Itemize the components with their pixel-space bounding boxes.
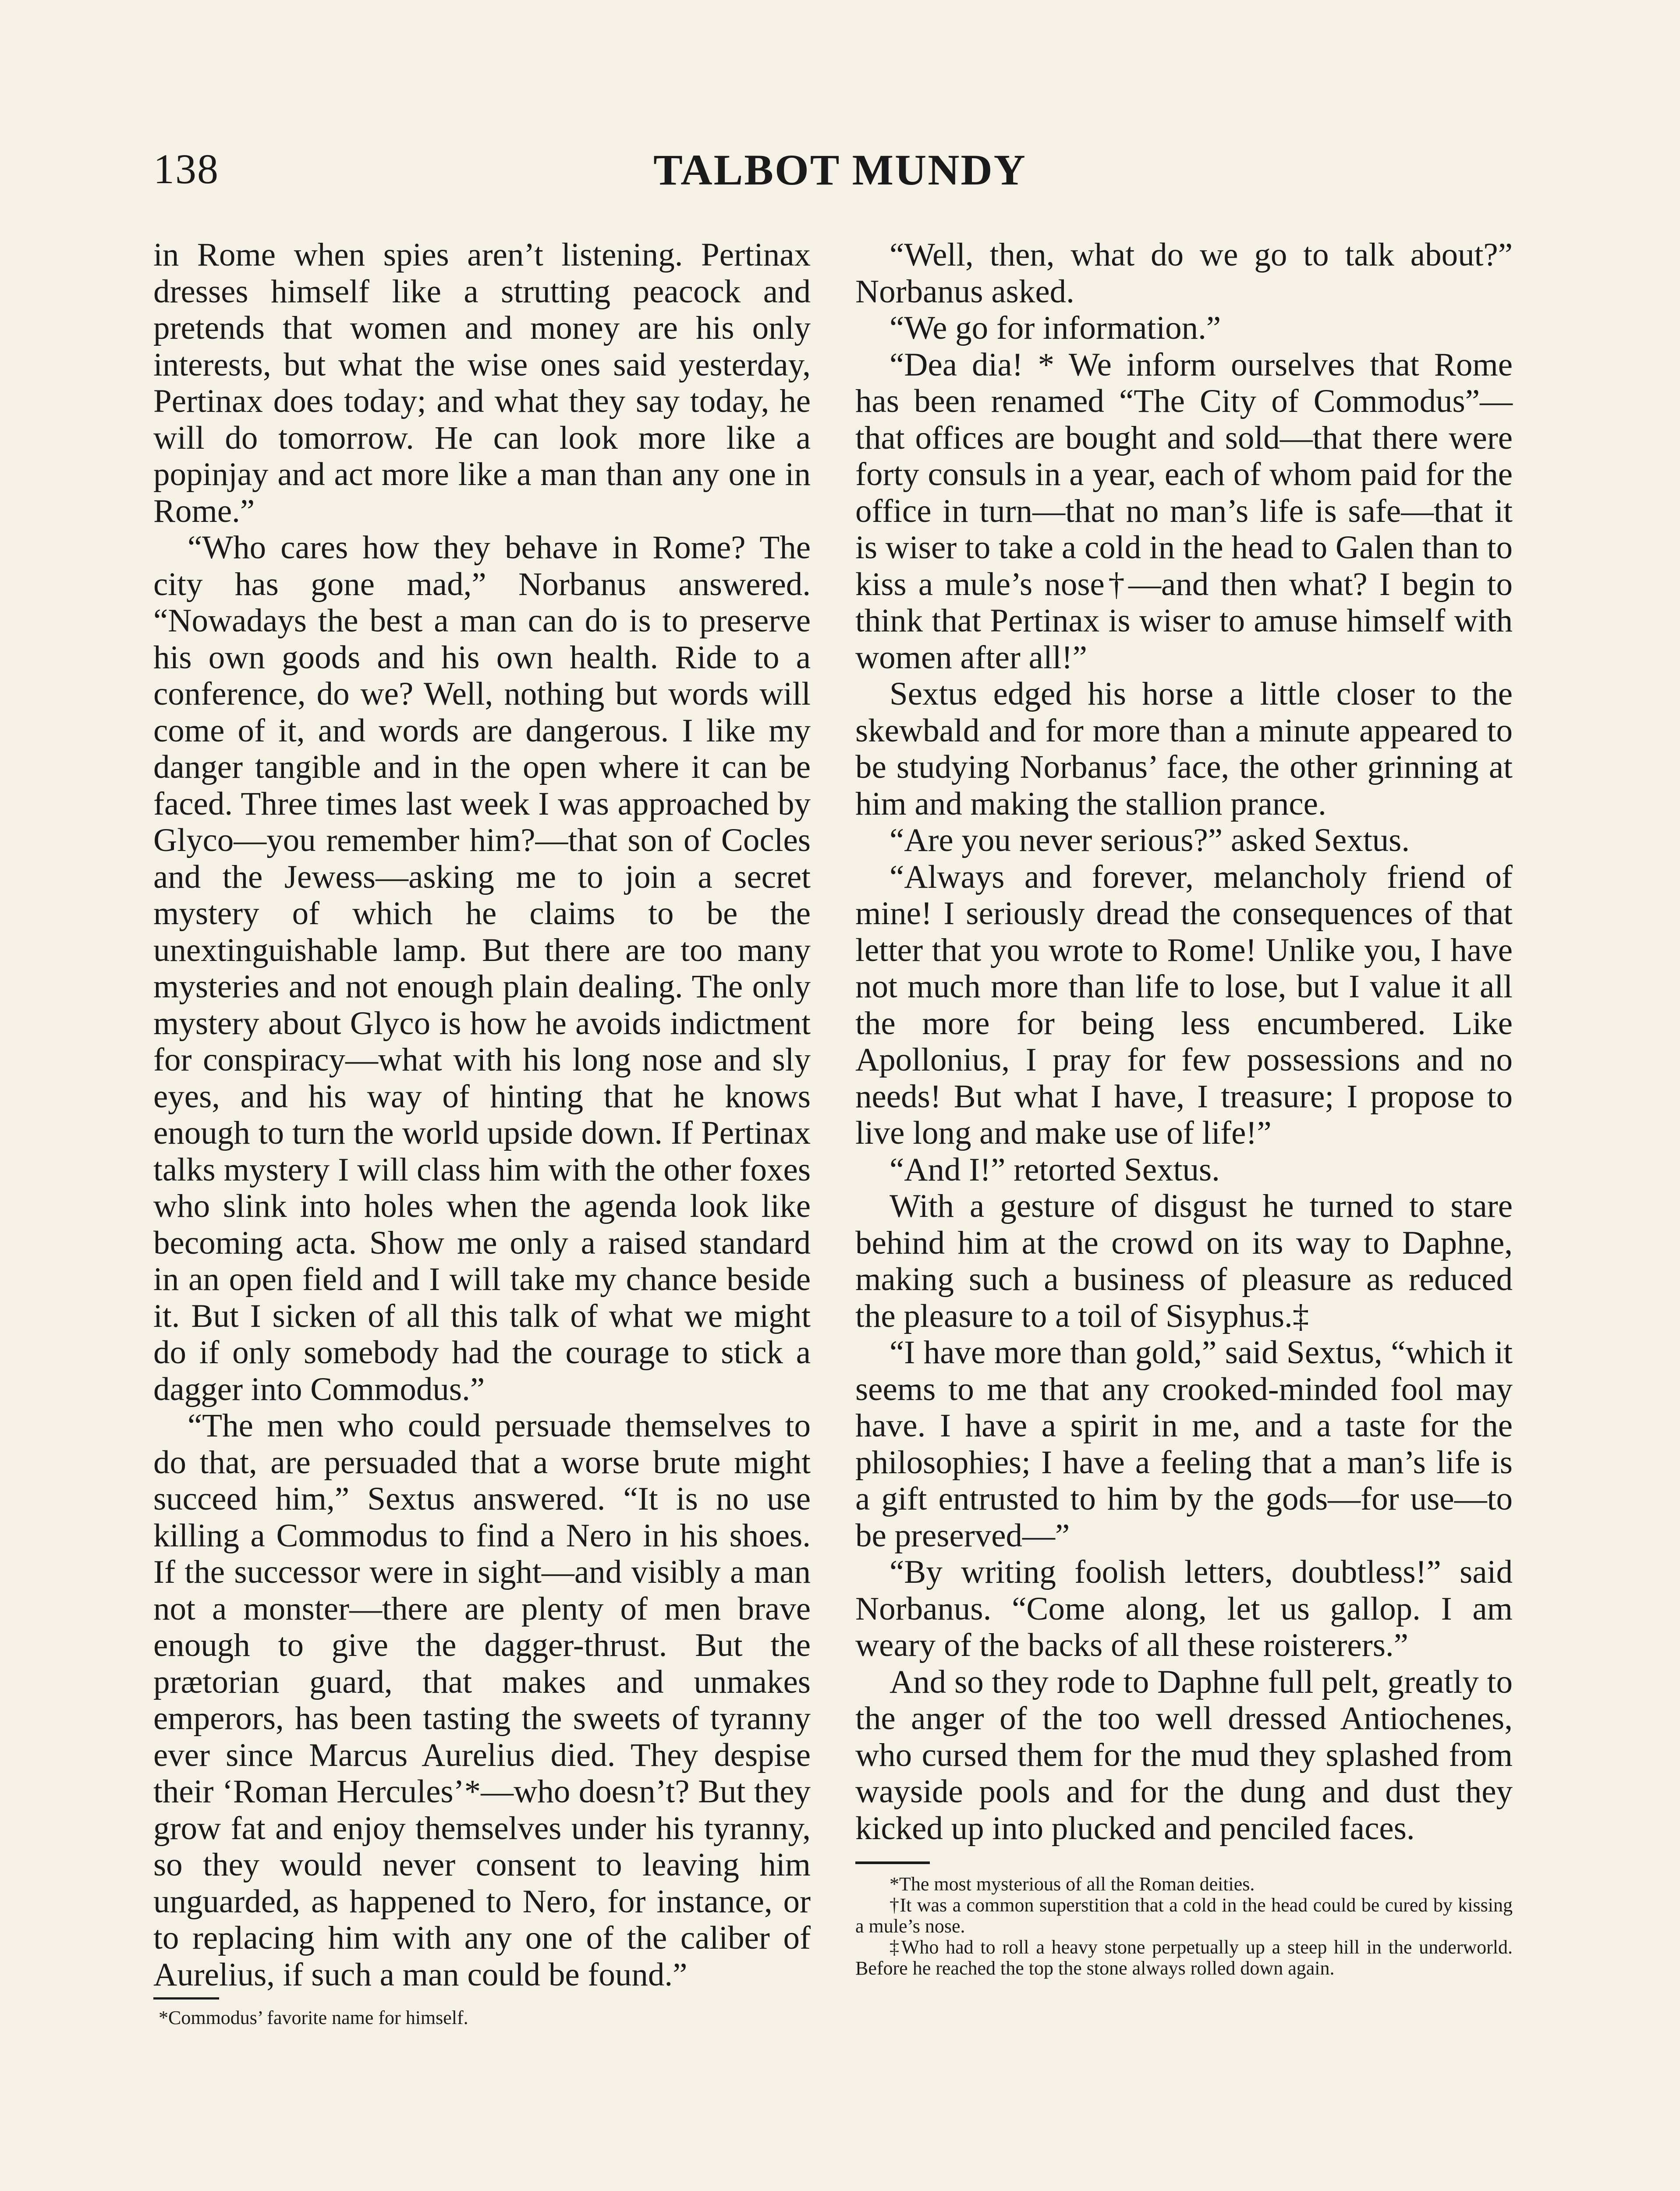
paragraph: And so they rode to Daphne full pelt, greatly to the anger of the too well dressed Antiochenes, who cursed them for the mud they splashed from wayside pools and for the dung and dust they kicked up into plucked and penciled faces. — [855, 1663, 1513, 1847]
paragraph: “The men who could persuade themselves to do that, are persuaded that a worse brute might succeed him,” Sextus answered. “It is no use killing a Commodus to find a Nero in his shoes. If the successor were in sight—and visibly a man not a monster—there are plenty of men brave enough to give the dagger-thrust. But the prætorian guard, that makes and unmakes emperors, has been tasting the sweets of tyranny ever since Marcus Aurelius died. They despise their ‘Roman Hercules’*—who doesn’t? But they grow fat and enjoy themselves under his tyranny, so they would never consent to leaving him unguarded, as happened to Nero, for instance, or to replacing him with any one of the caliber of Aurelius, if such a man could be found.” — [153, 1407, 811, 1993]
paragraph: “We go for information.” — [890, 310, 1221, 346]
paragraph: “Well, then, what do we go to talk about?” Norbanus asked. — [855, 237, 1513, 310]
paragraph: Sextus edged his horse a little closer to the skewbald and for more than a minute appeared to be studying Norbanus’ face, the other grinning at him and making the stallion prance. — [855, 676, 1513, 822]
page-header — [0, 145, 1680, 206]
page-number: 138 — [153, 145, 219, 192]
footnote: †It was a common superstition that a cold in the head could be cured by kissing a mule’s nose. — [855, 1894, 1513, 1937]
paragraph: “Are you never serious?” asked Sextus. — [890, 822, 1410, 858]
right-column — [855, 237, 1513, 1979]
footnote: *Commodus’ favorite name for himself. — [159, 2007, 468, 2028]
footnote: ‡Who had to roll a heavy stone perpetually up a steep hill in the underworld. Before he reached the top the stone always rolled down again. — [855, 1936, 1513, 1979]
footnote-rule — [855, 1861, 930, 1864]
paragraph: in Rome when spies aren’t listening. Pertinax dresses himself like a strutting peacock and pretends that women and money are his only interests, but what the wise ones said yesterday, Pertinax does today; and what they say today, he will do tomorrow. He can look more like a popinjay and act more like a man than any one in Rome.” — [153, 237, 811, 529]
paragraph: “And I!” retorted Sextus. — [890, 1151, 1220, 1188]
paragraph: “I have more than gold,” said Sextus, “which it seems to me that any crooked-minded fool may have. I have a spirit in me, and a taste for the philosophies; I have a feeling that a man’s life is a gift entrusted to him by the gods—for use—to be preserved—” — [855, 1334, 1513, 1554]
footnote-rule — [153, 1997, 219, 2000]
footnote: *The most mysterious of all the Roman deities. — [890, 1873, 1255, 1895]
paragraph: “Who cares how they behave in Rome? The city has gone mad,” Norbanus answered. “Nowadays the best a man can do is to preserve his own goods and his own health. Ride to a conference, do we? Well, nothing but words will come of it, and words are dangerous. I like my danger tangible and in the open where it can be faced. Three times last week I was approached by Glyco—you remember him?—that son of Cocles and the Jewess—asking me to join a secret mystery of which he claims to be the unextinguishable lamp. But there are too many mysteries and not enough plain dealing. The only mystery about Glyco is how he avoids indictment for conspiracy—what with his long nose and sly eyes, and his way of hinting that he knows enough to turn the world upside down. If Pertinax talks mystery I will class him with the other foxes who slink into holes when the agenda look like becoming acta. Show me only a raised standard in an open field and I will take my chance beside it. But I sicken of all this talk of what we might do if only somebody had the courage to stick a dagger into Commodus.” — [153, 529, 811, 1407]
paragraph: “Dea dia! * We inform ourselves that Rome has been renamed “The City of Commodus”—that offices are bought and sold—that there were forty consuls in a year, each of whom paid for the office in turn—that no man’s life is safe—that it is wiser to take a cold in the head to Galen than to kiss a mule’s nose†—and then what? I begin to think that Pertinax is wiser to amuse himself with women after all!” — [855, 346, 1513, 676]
left-column — [153, 237, 811, 2028]
running-head: TALBOT MUNDY — [653, 145, 1027, 194]
paragraph: “By writing foolish letters, doubtless!” said Norbanus. “Come along, let us gallop. I am weary of the backs of all these roisterers.” — [855, 1554, 1513, 1663]
paragraph: With a gesture of disgust he turned to stare behind him at the crowd on its way to Daphne, making such a business of pleasure as reduced the pleasure to a toil of Sisyphus.‡ — [855, 1188, 1513, 1334]
paragraph: “Always and forever, melancholy friend of mine! I seriously dread the consequences of that letter that you wrote to Rome! Unlike you, I have not much more than life to lose, but I value it all the more for being less encumbered. Like Apollonius, I pray for few possessions and no needs! But what I have, I treasure; I propose to live long and make use of life!” — [855, 858, 1513, 1151]
